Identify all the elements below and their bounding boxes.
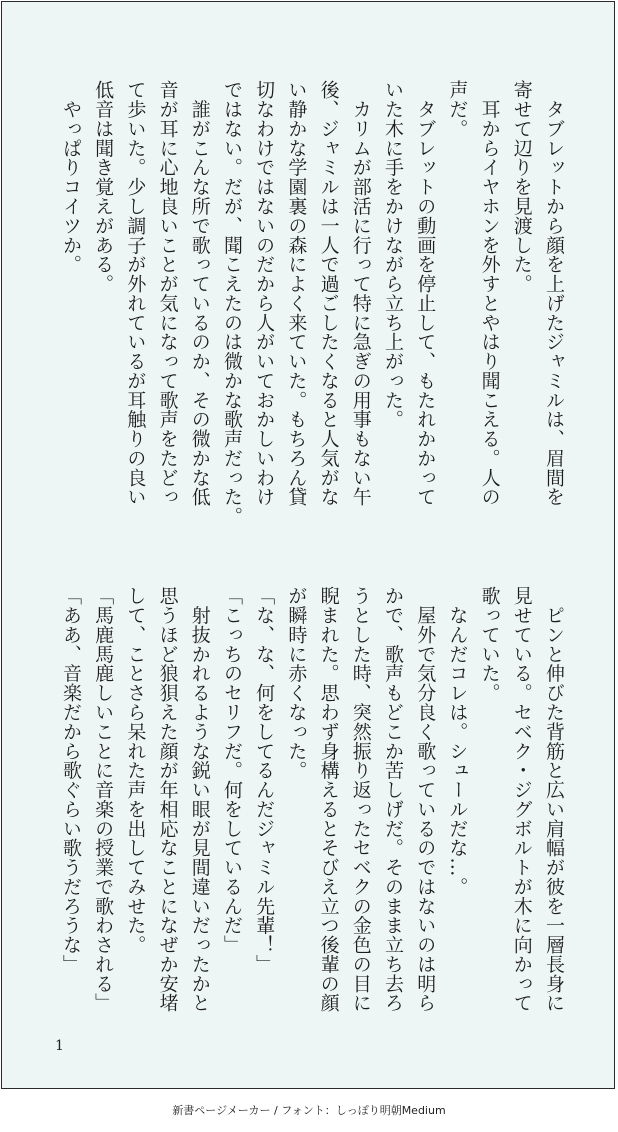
text-column-top (60, 80, 570, 546)
text-line: い静かな学園裏の森によく来ていた。もちろん貸 (285, 80, 308, 507)
text-line: 思うほど狼狽えた顔が年相応なことになぜか安堵 (156, 586, 179, 1013)
text-line: 音が耳に心地良いことが気になって歌声をたどっ (156, 80, 179, 507)
footer-credit: 新書ページメーカー / フォント：しっぽり明朝Medium (172, 1104, 446, 1117)
book-page (1, 1, 615, 1089)
text-line: かで、歌声もどこか苦しげだ。そのまま立ち去ろ (381, 586, 404, 1013)
text-line: 歌っていた。 (478, 586, 501, 703)
text-line: 後、ジャミルは一人で過ごしたくなると人気がな (317, 80, 340, 507)
text-line: 「ああ、音楽だから歌ぐらい歌うだろうな」 (59, 586, 82, 974)
text-line: 誰がこんな所で歌っているのか、その微かな低 (188, 80, 211, 507)
text-column-bottom (59, 586, 570, 1013)
text-line: 睨まれた。思わず身構えるとそびえ立つ後輩の顔 (317, 586, 340, 1013)
text-line: 低音は聞き覚えがある。 (92, 80, 115, 294)
text-line: タブレットから顔を上げたジャミルは、眉間を (543, 80, 565, 507)
text-line: いた木に手をかけながら立ち上がった。 (381, 80, 404, 429)
text-line: 耳からイヤホンを外すとやはり聞こえる。人の (478, 80, 501, 507)
text-line: 射抜かれるような鋭い眼が見間違いだったかと (188, 586, 211, 1013)
text-line: 見せている。セベク・ジグボルトが木に向かって (510, 586, 533, 1013)
text-line: 寄せて辺りを見渡した。 (510, 80, 533, 294)
text-line: 「馬鹿馬鹿しいことに音楽の授業で歌わされる」 (92, 586, 115, 1013)
text-line: ではない。だが、聞こえたのは微かな歌声だった。 (220, 80, 243, 526)
text-line: ピンと伸びた背筋と広い肩幅が彼を一層長身に (543, 586, 565, 1013)
text-line: 切なわけではないのだから人がいておかしいわけ (253, 80, 276, 507)
text-line: が瞬時に赤くなった。 (285, 586, 308, 780)
text-line: て歩いた。少し調子が外れているが耳触りの良い (124, 80, 147, 507)
text-line: タブレットの動画を停止して、もたれかかって (414, 80, 437, 507)
text-line: して、ことさら呆れた声を出してみせた。 (124, 586, 147, 955)
text-line: カリムが部活に行って特に急ぎの用事もない午 (349, 80, 372, 507)
page-number: 1 (55, 1038, 64, 1054)
text-line: 「な、な、何をしてるんだジャミル先輩！」 (253, 586, 276, 974)
text-line: うとした時、突然振り返ったセベクの金色の目に (349, 586, 372, 1013)
text-line: 「こっちのセリフだ。何をしているんだ」 (220, 586, 243, 955)
text-line: なんだコレは。シュールだな…。 (446, 586, 469, 897)
text-line: 声だ。 (446, 80, 469, 139)
text-line: 屋外で気分良く歌っているのではないのは明ら (414, 586, 437, 1013)
text-line: やっぱりコイツか。 (59, 80, 82, 274)
